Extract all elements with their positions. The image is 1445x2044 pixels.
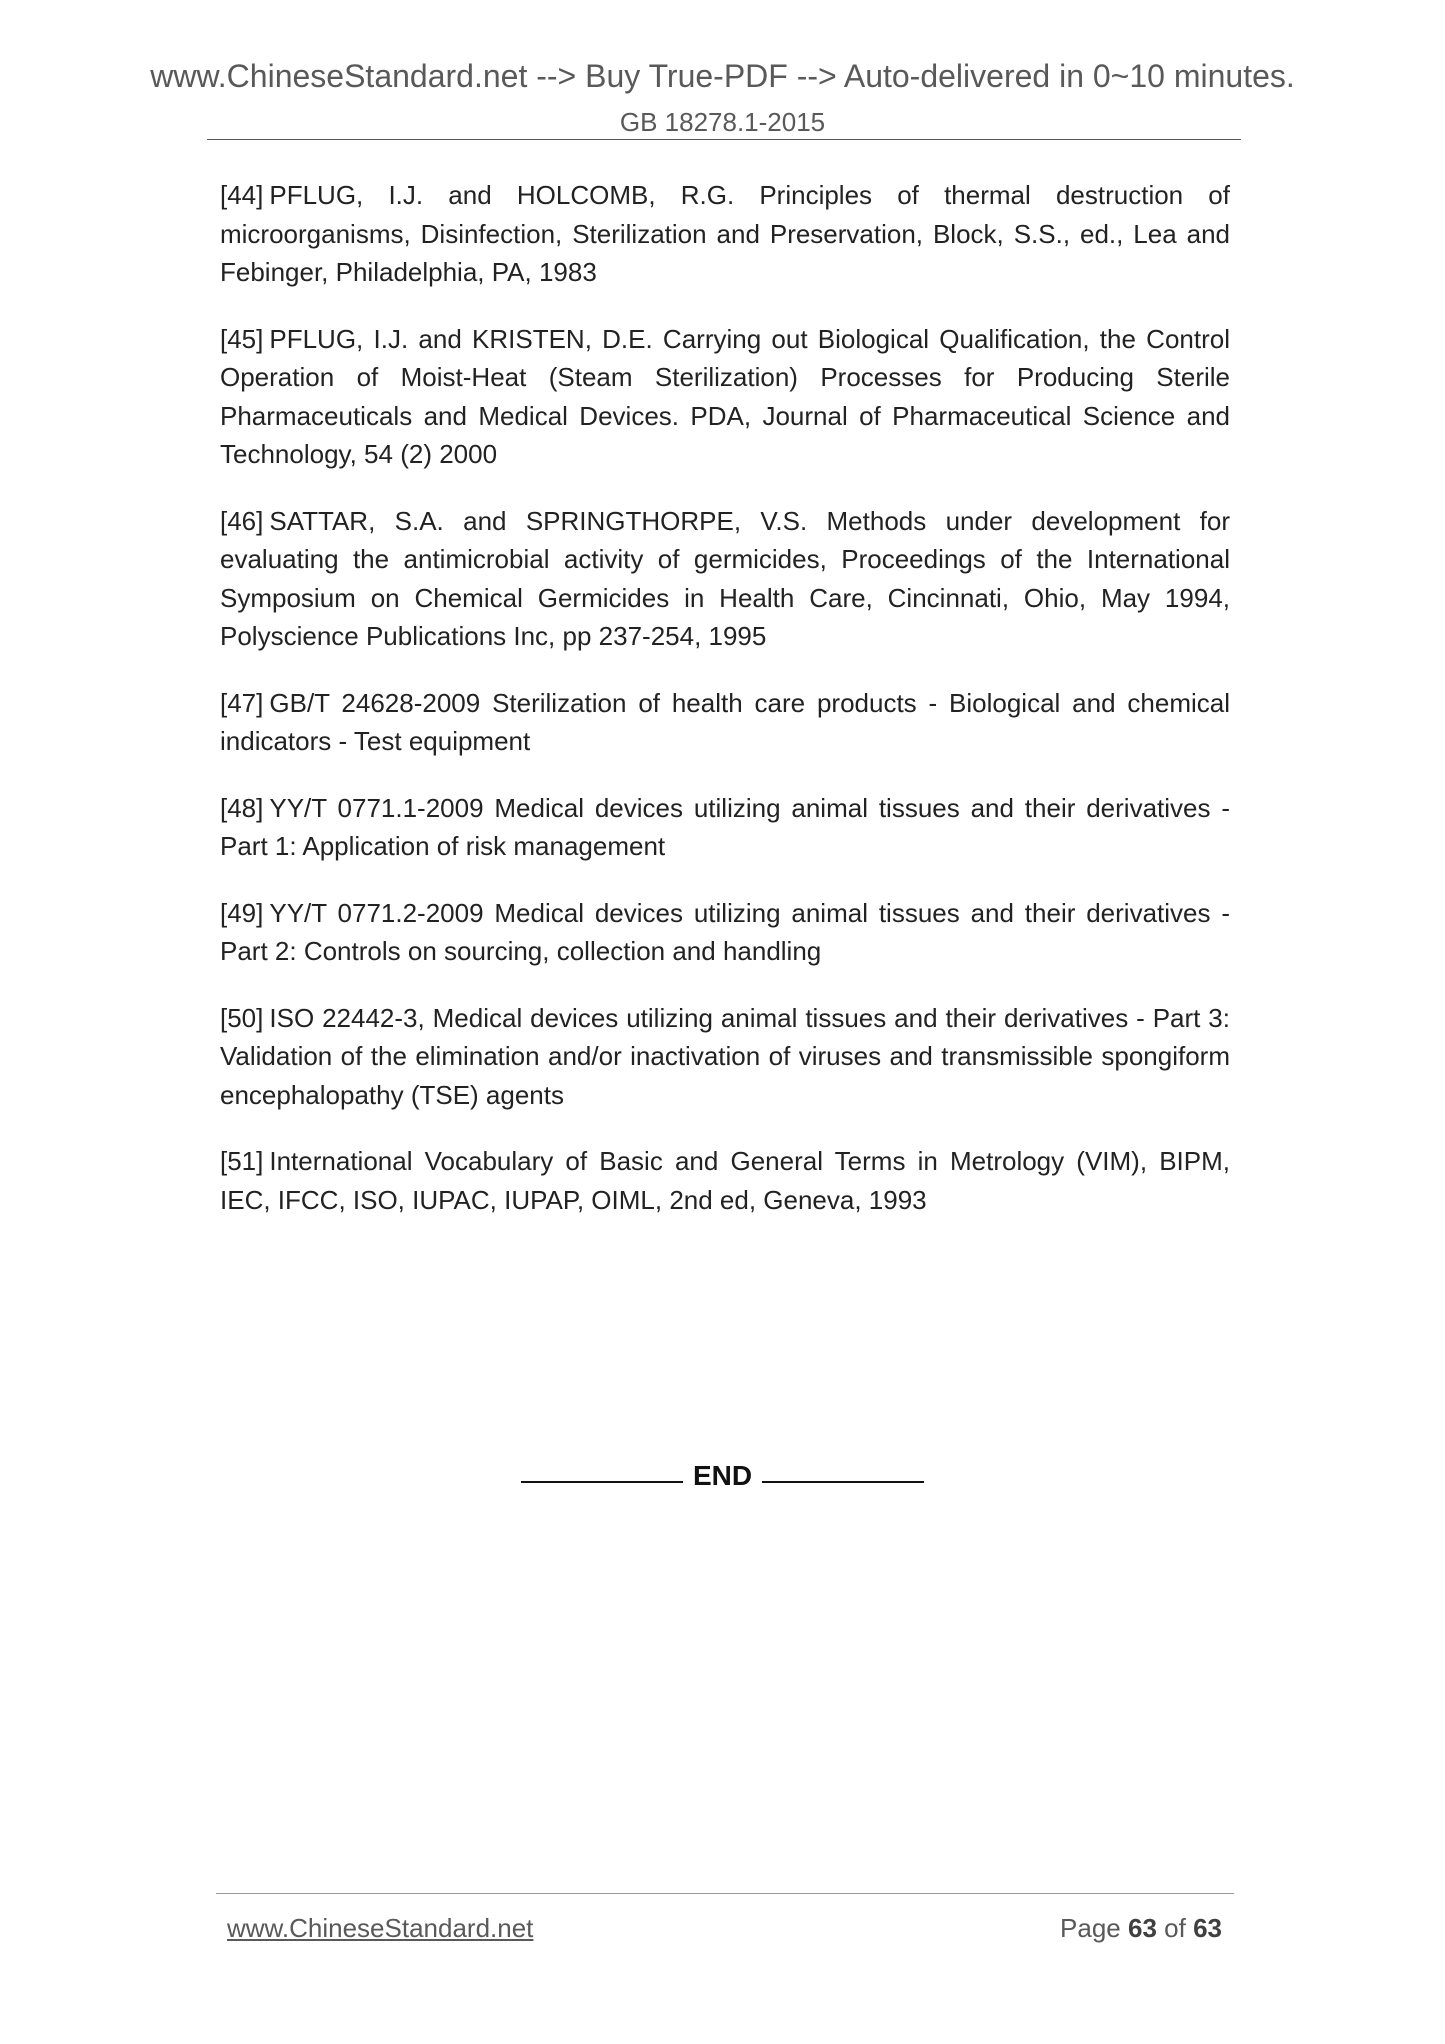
reference-item	[220, 684, 1230, 761]
reference-item	[220, 999, 1230, 1115]
reference-number: [50]	[220, 1002, 264, 1033]
footer-site-link[interactable]: www.ChineseStandard.net	[227, 1913, 534, 1943]
page-current: 63	[1128, 1913, 1157, 1943]
reference-number: [47]	[220, 687, 264, 718]
reference-text: GB/T 24628-2009 Sterilization of health care products - Biological and chemical indicators - Test equipment	[220, 687, 1230, 756]
reference-item	[220, 320, 1230, 474]
reference-text: YY/T 0771.1-2009 Medical devices utilizing animal tissues and their derivatives - Part 1: Application of risk management	[220, 792, 1230, 861]
reference-list	[220, 176, 1230, 1247]
reference-item	[220, 1142, 1230, 1219]
end-label: END	[692, 1460, 753, 1491]
reference-item	[220, 176, 1230, 292]
reference-text: YY/T 0771.2-2009 Medical devices utilizing animal tissues and their derivatives - Part 2: Controls on sourcing, collection and handling	[220, 897, 1230, 966]
reference-text: International Vocabulary of Basic and General Terms in Metrology (VIM), BIPM, IEC, IFCC, ISO, IUPAC, IUPAP, OIML, 2nd ed, Geneva, 1993	[220, 1146, 1230, 1215]
page-number	[1060, 1912, 1222, 1944]
page-prefix: Page	[1060, 1913, 1121, 1943]
reference-number: [44]	[220, 180, 264, 210]
reference-number: [48]	[220, 792, 264, 823]
reference-text: ISO 22442-3, Medical devices utilizing animal tissues and their derivatives - Part 3: Validation of the elimination and/or inactivation of viruses and transmissible spongiform encephalopathy (TSE) agents	[220, 1002, 1230, 1110]
end-rule-left	[521, 1481, 683, 1483]
end-rule-right	[762, 1481, 924, 1483]
reference-item	[220, 894, 1230, 971]
promo-banner[interactable]: www.ChineseStandard.net --> Buy True-PDF --> Auto-delivered in 0~10 minutes.	[150, 58, 1295, 94]
reference-text: PFLUG, I.J. and KRISTEN, D.E. Carrying out Biological Qualification, the Control Operation of Moist-Heat (Steam Sterilization) Processes for Producing Sterile Pharmaceuticals and Medical Devices. PDA, Journal of Pharmaceutical Science and Technology, 54 (2) 2000	[220, 323, 1230, 469]
reference-text: PFLUG, I.J. and HOLCOMB, R.G. Principles of thermal destruction of microorganisms, Disinfection, Sterilization and Preservation, Block, S.S., ed., Lea and Febinger, Philadelphia, PA, 1983	[220, 180, 1230, 287]
reference-item	[220, 789, 1230, 866]
reference-number: [51]	[220, 1146, 264, 1176]
header-divider	[207, 139, 1241, 140]
reference-number: [46]	[220, 505, 264, 536]
reference-number: [49]	[220, 897, 264, 928]
footer-divider	[216, 1893, 1234, 1894]
end-marker	[0, 1456, 1445, 1496]
reference-text: SATTAR, S.A. and SPRINGTHORPE, V.S. Methods under development for evaluating the antimicrobial activity of germicides, Proceedings of the International Symposium on Chemical Germicides in Health Care, Cincinnati, Ohio, May 1994, Polyscience Publications Inc, pp 237-254, 1995	[220, 505, 1230, 651]
reference-item	[220, 502, 1230, 656]
page-total: 63	[1193, 1913, 1222, 1943]
standard-code: GB 18278.1-2015	[619, 107, 826, 137]
page-of: of	[1164, 1913, 1186, 1943]
reference-number: [45]	[220, 323, 264, 354]
